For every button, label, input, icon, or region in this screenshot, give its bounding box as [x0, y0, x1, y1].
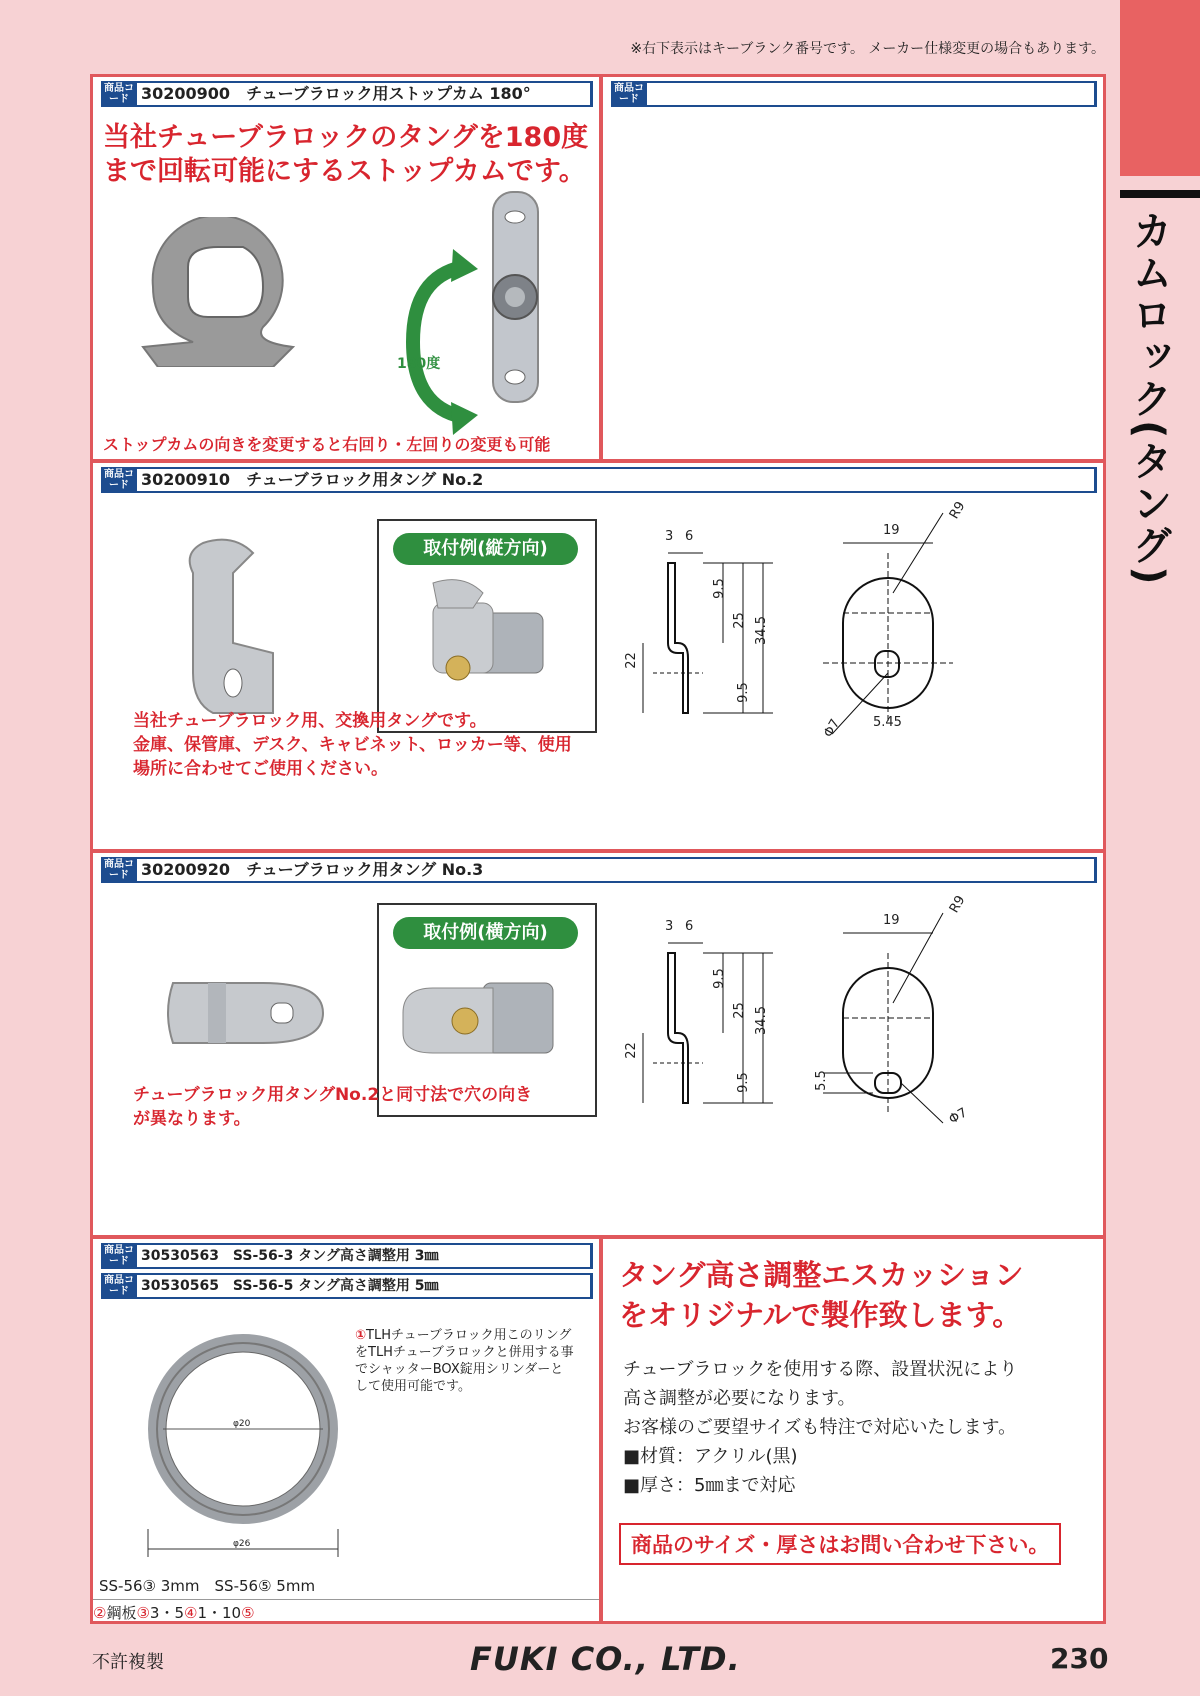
page-number: 230 [1050, 1642, 1109, 1675]
description [133, 709, 572, 781]
description-line: 高さ調整が必要になります。 [623, 1388, 856, 1409]
dim-5-45: 5.45 [873, 715, 902, 730]
side-view-drawing [613, 523, 813, 783]
ring-note [355, 1327, 575, 1395]
mount-example-photo [403, 573, 573, 713]
headline-line: をオリジナルで製作致します。 [619, 1298, 1022, 1332]
note-text: TLHチューブラロック用このリングをTLHチューブラロックと併用する事でシャッターBOX錠用シリンダーとして使用可能です。 [355, 1328, 574, 1394]
legend-text: 3・5 [149, 1604, 185, 1622]
code-tag: 商品コード [104, 83, 134, 105]
side-tab-bar [1120, 190, 1200, 198]
tongue-photo [173, 533, 293, 723]
dim-9-5-bottom: 9.5 [735, 1072, 751, 1093]
mount-example-label: 取付例(横方向) [393, 917, 578, 949]
description-line: チューブラロック用タングNo.2と同寸法で穴の向き [133, 1085, 533, 1105]
side-tab-red-block [1120, 0, 1200, 176]
dim-r9: R9 [946, 893, 969, 916]
dim-3: 3 [665, 919, 674, 934]
description-line: チューブラロックを使用する際、設置状況により [623, 1359, 1018, 1380]
side-view-drawing [613, 913, 813, 1173]
side-tab-title: カムロック(タング) [1126, 210, 1172, 587]
code-tag: 商品コード [104, 469, 134, 491]
description-line: 当社チューブラロック用、交換用タングです。 [133, 711, 487, 731]
key-blank-legend [93, 1599, 599, 1623]
panel-stop-cam [90, 74, 602, 462]
headline-line: まで回転可能にするストップカムです。 [103, 156, 586, 187]
legend-mark: ⑤ [241, 1604, 255, 1622]
description-line: 場所に合わせてご使用ください。 [133, 759, 388, 779]
panel-tongue-no2 [90, 460, 1106, 852]
inquiry-notice: 商品のサイズ・厚さはお問い合わせ下さい。 [619, 1523, 1061, 1565]
dim-phi26: φ26 [233, 1539, 251, 1549]
material-line: ■材質：アクリル(黒) [623, 1446, 798, 1467]
panel-escutcheon [600, 1236, 1106, 1624]
footer-copyright: 不許複製 [92, 1652, 164, 1673]
ring-photo [143, 1329, 343, 1529]
dim-6: 6 [685, 529, 694, 544]
dim-r9: R9 [946, 499, 969, 522]
headline [103, 121, 588, 189]
note-number: ① [355, 1328, 367, 1343]
ring-sizes: SS-56③ 3mm SS-56⑤ 5mm [99, 1577, 316, 1595]
dim-19: 19 [883, 523, 900, 538]
dim-22: 22 [623, 652, 639, 669]
dim-9-5-bottom: 9.5 [735, 682, 751, 703]
product-code-bar [101, 1243, 593, 1269]
product-code [647, 83, 1094, 105]
product-code-bar [101, 1273, 593, 1299]
product-code: 30530563 SS-56-3 タング高さ調整用 3㎜ [137, 1245, 590, 1267]
product-code: 30200920 チューブラロック用タング No.3 [137, 859, 1094, 881]
dim-5-5: 5.5 [813, 1070, 829, 1091]
caption: ストップカムの向きを変更すると右回り・左回りの変更も可能 [103, 435, 551, 454]
panel-empty [600, 74, 1106, 462]
footer-company: FUKI CO., LTD. [470, 1640, 741, 1678]
description [623, 1355, 1017, 1500]
headline-line: タング高さ調整エスカッション [619, 1258, 1024, 1292]
mount-example-label: 取付例(縦方向) [393, 533, 578, 565]
dim-3: 3 [665, 529, 674, 544]
dim-phi20: φ20 [233, 1419, 251, 1429]
legend-text: 1・10 [197, 1604, 242, 1622]
dim-9-5-top: 9.5 [711, 968, 727, 989]
legend-mark: ② [93, 1604, 107, 1622]
panel-height-ring [90, 1236, 602, 1624]
dim-phi7: Φ7 [946, 1105, 971, 1128]
product-code-bar [101, 467, 1097, 493]
legend-text: 鋼板 [106, 1604, 137, 1622]
dim-25: 25 [731, 1002, 747, 1019]
product-code: 30530565 SS-56-5 タング高さ調整用 5㎜ [137, 1275, 590, 1297]
dim-19: 19 [883, 913, 900, 928]
product-code-bar [101, 857, 1097, 883]
top-note: ※右下表示はキーブランク番号です。 メーカー仕様変更の場合もあります。 [630, 41, 1105, 57]
description-line: 金庫、保管庫、デスク、キャビネット、ロッカー等、使用 [133, 735, 572, 755]
dim-34-5: 34.5 [753, 1006, 769, 1035]
dim-9-5-top: 9.5 [711, 578, 727, 599]
product-code: 30200900 チューブラロック用ストップカム 180° [137, 83, 590, 105]
dim-25: 25 [731, 612, 747, 629]
code-tag: 商品コード [104, 1245, 134, 1267]
dim-phi7: Φ7 [821, 716, 844, 741]
code-tag: 商品コード [104, 859, 134, 881]
description-line: が異なります。 [133, 1109, 251, 1129]
headline [619, 1255, 1024, 1335]
product-code-bar [101, 81, 593, 107]
legend-mark: ③ [136, 1604, 150, 1622]
product-code: 30200910 チューブラロック用タング No.2 [137, 469, 1094, 491]
headline-line: 当社チューブラロックのタングを180度 [103, 122, 589, 153]
description [133, 1083, 532, 1131]
code-tag: 商品コード [104, 1275, 134, 1297]
description-line: お客様のご要望サイズも特注で対応いたします。 [623, 1417, 1017, 1438]
product-code-bar [611, 81, 1097, 107]
dim-34-5: 34.5 [753, 616, 769, 645]
mount-example-photo [393, 963, 573, 1093]
dim-6: 6 [685, 919, 694, 934]
dim-22: 22 [623, 1042, 639, 1059]
code-tag: 商品コード [614, 83, 644, 105]
panel-tongue-no3 [90, 850, 1106, 1238]
tongue-assembly-photo [463, 187, 573, 407]
angle-label: 180度 [397, 356, 441, 372]
thickness-line: ■厚さ：5㎜まで対応 [623, 1475, 796, 1496]
stop-cam-photo [133, 217, 303, 367]
tongue-photo [153, 963, 333, 1063]
legend-mark: ④ [184, 1604, 198, 1622]
